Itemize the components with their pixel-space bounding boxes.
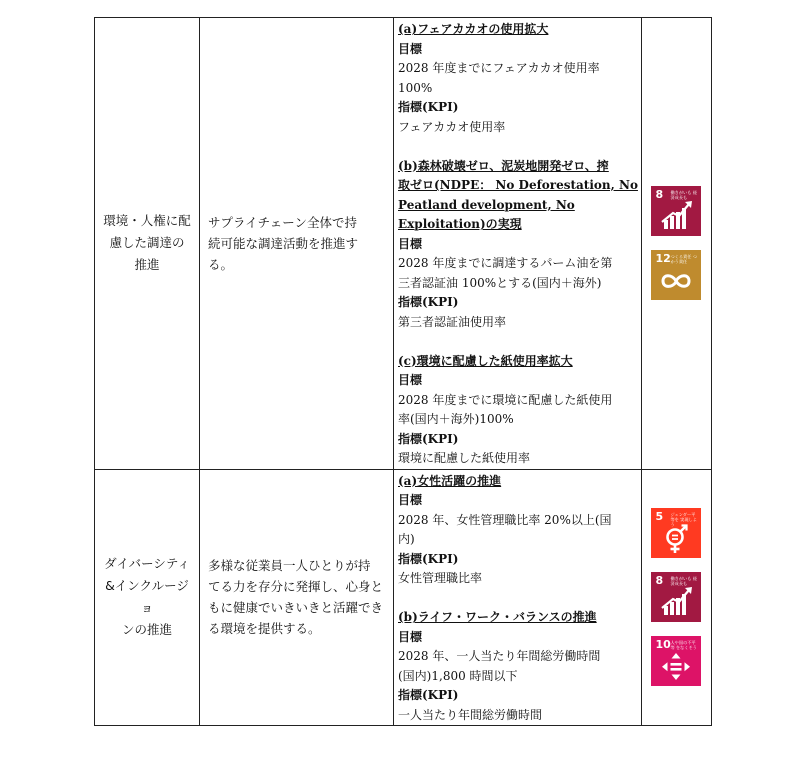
category-line: &インクルージョ: [105, 578, 189, 616]
goal-text: 2028 年度までにフェアカカオ使用率: [398, 61, 600, 75]
sdg-number: 10: [655, 638, 671, 652]
description-line: もに健康でいきいきと活躍でき: [208, 600, 384, 616]
kpi-label: 指標(KPI): [398, 551, 459, 566]
kpi-text: 環境に配慮した紙使用率: [398, 451, 531, 465]
description-line: る環境を提供する。: [208, 621, 321, 637]
sdg-number: 8: [655, 574, 664, 588]
target-section: [398, 157, 638, 333]
goal-text: 率(国内＋海外)100%: [398, 412, 514, 426]
description-cell: [200, 469, 394, 726]
description-line: 多様な従業員一人ひとりが持: [208, 558, 371, 574]
table-row: [95, 18, 712, 470]
sdg-icons-cell: [641, 469, 711, 726]
category-line: ンの推進: [121, 622, 172, 638]
kpi-label: 指標(KPI): [398, 295, 459, 309]
goal-text: 内): [398, 532, 415, 546]
description-line: てる力を存分に発揮し、心身と: [208, 579, 384, 595]
section-heading: Exploitation)の実現: [398, 217, 522, 231]
sdg-icons-cell: [641, 18, 711, 470]
goal-label: 目標: [398, 629, 423, 644]
sdg-number: 12: [655, 252, 671, 266]
category-line: ダイバーシティ: [104, 556, 190, 572]
section-heading: (a)フェアカカオの使用拡大: [398, 22, 549, 36]
target-section: [398, 352, 638, 469]
kpi-label: 指標(KPI): [398, 431, 459, 446]
section-heading: (a)女性活躍の推進: [398, 473, 502, 488]
sdg-title: 働きがいも 経済成長も: [670, 576, 697, 587]
section-spacer: [398, 589, 638, 609]
category-line: 慮した調達の: [109, 235, 185, 251]
goal-text: 2028 年、女性管理職比率 20%以上(国: [398, 512, 612, 527]
section-heading: (b)森林破壊ゼロ、泥炭地開発ゼロ、搾: [398, 158, 609, 173]
kpi-label: 指標(KPI): [398, 100, 459, 114]
sdg-goal-5-badge: [651, 508, 701, 558]
goal-text: (国内)1,800 時間以下: [398, 668, 518, 683]
category-cell: [95, 18, 200, 470]
target-detail-cell: [394, 18, 642, 470]
section-heading: (c)環境に配慮した紙使用率拡大: [398, 353, 573, 368]
kpi-label: 指標(KPI): [398, 688, 459, 702]
category-cell: [95, 469, 200, 726]
target-section: [398, 608, 638, 725]
target-detail-cell: [394, 469, 642, 726]
goal-text: 2028 年度までに調達するパーム油を第: [398, 256, 613, 270]
goal-label: 目標: [398, 373, 423, 387]
policy-table: [94, 17, 712, 726]
section-spacer: [398, 332, 638, 352]
sdg-goal-12-badge: [651, 250, 701, 300]
description-line: る。: [208, 256, 234, 272]
goal-label: 目標: [398, 236, 423, 251]
description-line: 続可能な調達活動を推進す: [208, 235, 359, 251]
sdg-number: 5: [655, 510, 664, 524]
sdg-goal-8-badge: [651, 572, 701, 622]
kpi-text: フェアカカオ使用率: [398, 119, 506, 134]
sdg-number: 8: [655, 188, 664, 202]
goal-text: 三者認証油 100%とする(国内＋海外): [398, 275, 602, 290]
kpi-text: 第三者認証油使用率: [398, 314, 507, 329]
category-line: 環境・人権に配: [103, 213, 191, 229]
section-heading: Peatland development, No: [398, 197, 575, 212]
description-cell: [200, 18, 394, 470]
description-line: サプライチェーン全体で持: [208, 214, 358, 230]
sdg-title: 働きがいも 経済成長も: [670, 190, 697, 201]
kpi-text: 一人当たり年間総労働時間: [398, 707, 543, 722]
sdg-goal-10-badge: [651, 636, 701, 686]
goal-text: 2028 年度までに環境に配慮した紙使用: [398, 392, 613, 407]
goal-text: 100%: [398, 80, 433, 95]
policy-table-body: [95, 18, 712, 726]
sdg-title: つくる責任 つかう責任: [670, 254, 697, 265]
sdg-goal-8-badge: [651, 186, 701, 236]
target-section: [398, 20, 638, 137]
sdg-title: 人や国の不平等 をなくそう: [670, 640, 697, 651]
table-row: [95, 469, 712, 726]
section-heading: 取ゼロ(NDPE： No Deforestation, No: [398, 178, 638, 192]
goal-text: 2028 年、一人当たり年間総労働時間: [398, 649, 601, 663]
target-section: [398, 472, 638, 589]
category-line: 推進: [134, 257, 160, 273]
sdg-title: ジェンダー平等を 実現しよう: [670, 512, 697, 528]
section-spacer: [398, 137, 638, 157]
goal-label: 目標: [398, 41, 423, 56]
section-heading: (b)ライフ・ワーク・バランスの推進: [398, 610, 597, 624]
kpi-text: 女性管理職比率: [398, 571, 483, 585]
goal-label: 目標: [398, 493, 423, 507]
